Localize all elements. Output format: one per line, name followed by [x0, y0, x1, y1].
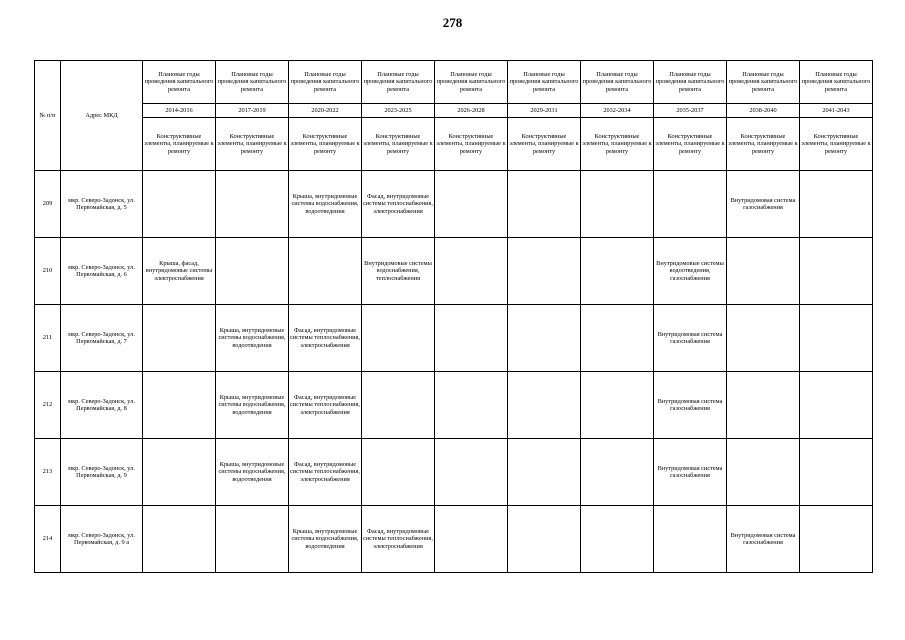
repair-elements-cell	[581, 439, 654, 506]
repair-elements-cell	[581, 506, 654, 573]
repair-elements-cell: Внутридомовая система газоснабжения	[727, 506, 800, 573]
header-elements-0: Конструктивные элементы, планируемые к ремонту	[143, 118, 216, 171]
repair-elements-cell	[508, 171, 581, 238]
repair-elements-cell	[435, 305, 508, 372]
repair-elements-cell: Фасад, внутридомовые системы теплоснабжения, электроснабжения	[289, 305, 362, 372]
header-year-range-8: 2038-2040	[727, 104, 800, 118]
repair-elements-cell	[508, 439, 581, 506]
row-address: мкр. Северо-Задонск, ул. Первомайская, д. 9	[61, 439, 143, 506]
repair-elements-cell	[435, 506, 508, 573]
row-address: мкр. Северо-Задонск, ул. Первомайская, д. 5	[61, 171, 143, 238]
repair-elements-cell: Внутридомовая система газоснабжения	[654, 305, 727, 372]
repair-elements-cell	[143, 506, 216, 573]
repair-elements-cell	[435, 439, 508, 506]
repair-elements-cell	[727, 439, 800, 506]
header-plan-years-0: Плановые годы проведения капитального ремонта	[143, 61, 216, 104]
repair-elements-cell	[581, 305, 654, 372]
header-plan-years-7: Плановые годы проведения капитального ремонта	[654, 61, 727, 104]
repair-elements-cell	[581, 238, 654, 305]
repair-elements-cell	[143, 305, 216, 372]
repair-elements-cell	[435, 171, 508, 238]
repair-elements-cell	[800, 506, 873, 573]
repair-elements-cell: Внутридомовая система газоснабжения	[654, 439, 727, 506]
header-plan-years-6: Плановые годы проведения капитального ремонта	[581, 61, 654, 104]
repair-elements-cell	[727, 372, 800, 439]
repair-elements-cell	[435, 372, 508, 439]
repair-elements-cell: Крыша, фасад, внутридомовые системы электроснабжения	[143, 238, 216, 305]
header-elements-4: Конструктивные элементы, планируемые к ремонту	[435, 118, 508, 171]
row-number: 210	[35, 238, 61, 305]
row-number: 214	[35, 506, 61, 573]
repair-elements-cell	[800, 439, 873, 506]
repair-elements-cell	[581, 372, 654, 439]
repair-elements-cell	[800, 171, 873, 238]
table-row	[35, 506, 873, 573]
header-plan-years-2: Плановые годы проведения капитального ремонта	[289, 61, 362, 104]
table-row	[35, 171, 873, 238]
header-elements-1: Конструктивные элементы, планируемые к ремонту	[216, 118, 289, 171]
header-plan-years-9: Плановые годы проведения капитального ремонта	[800, 61, 873, 104]
table-row	[35, 305, 873, 372]
header-plan-years-5: Плановые годы проведения капитального ремонта	[508, 61, 581, 104]
row-number: 211	[35, 305, 61, 372]
row-number: 212	[35, 372, 61, 439]
header-year-range-4: 2026-2028	[435, 104, 508, 118]
repair-elements-cell	[508, 372, 581, 439]
repair-elements-cell	[508, 506, 581, 573]
repair-elements-cell: Внутридомовые системы водоотведения, газоснабжения	[654, 238, 727, 305]
header-year-range-0: 2014-2016	[143, 104, 216, 118]
repair-elements-cell	[216, 506, 289, 573]
header-plan-years-3: Плановые годы проведения капитального ремонта	[362, 61, 435, 104]
repair-elements-cell	[654, 506, 727, 573]
repair-elements-cell: Фасад, внутридомовые системы теплоснабжения, электроснабжения	[362, 171, 435, 238]
repair-elements-cell: Крыша, внутридомовые системы водоснабжения, водоотведения	[289, 171, 362, 238]
repair-elements-cell	[800, 372, 873, 439]
header-year-range-3: 2023-2025	[362, 104, 435, 118]
repair-elements-cell: Крыша, внутридомовые системы водоснабжения, водоотведения	[216, 439, 289, 506]
header-plan-years-4: Плановые годы проведения капитального ремонта	[435, 61, 508, 104]
repair-elements-cell	[143, 171, 216, 238]
header-number: № п/п	[35, 61, 61, 171]
repair-elements-cell	[289, 238, 362, 305]
repair-elements-cell: Крыша, внутридомовые системы водоснабжения, водоотведения	[289, 506, 362, 573]
header-elements-6: Конструктивные элементы, планируемые к ремонту	[581, 118, 654, 171]
header-elements-3: Конструктивные элементы, планируемые к ремонту	[362, 118, 435, 171]
row-address: мкр. Северо-Задонск, ул. Первомайская, д. 7	[61, 305, 143, 372]
repair-elements-cell	[654, 171, 727, 238]
header-elements-9: Конструктивные элементы, планируемые к ремонту	[800, 118, 873, 171]
repair-elements-cell: Внутридомовые системы водоснабжения, теплоснабжения	[362, 238, 435, 305]
page-number: 278	[442, 15, 463, 30]
table-body	[35, 171, 873, 573]
repair-elements-cell	[143, 372, 216, 439]
repair-elements-cell	[800, 238, 873, 305]
repair-elements-cell	[800, 305, 873, 372]
header-elements-7: Конструктивные элементы, планируемые к ремонту	[654, 118, 727, 171]
row-address: мкр. Северо-Задонск, ул. Первомайская, д. 6	[61, 238, 143, 305]
table-row	[35, 439, 873, 506]
row-number: 209	[35, 171, 61, 238]
repair-elements-cell: Внутридомовая система газоснабжения	[727, 171, 800, 238]
repair-elements-cell	[143, 439, 216, 506]
header-elements-5: Конструктивные элементы, планируемые к ремонту	[508, 118, 581, 171]
repair-elements-cell	[362, 439, 435, 506]
repair-elements-cell	[581, 171, 654, 238]
header-year-range-7: 2035-2037	[654, 104, 727, 118]
repair-elements-cell	[435, 238, 508, 305]
repair-elements-cell: Фасад, внутридомовые системы теплоснабжения, электроснабжения	[362, 506, 435, 573]
header-plan-years-1: Плановые годы проведения капитального ремонта	[216, 61, 289, 104]
header-plan-years-8: Плановые годы проведения капитального ремонта	[727, 61, 800, 104]
table-row	[35, 372, 873, 439]
repair-elements-cell	[362, 305, 435, 372]
repair-elements-cell	[727, 305, 800, 372]
header-elements-2: Конструктивные элементы, планируемые к ремонту	[289, 118, 362, 171]
table-header	[35, 61, 873, 171]
header-year-range-5: 2029-2031	[508, 104, 581, 118]
repair-elements-cell: Крыша, внутридомовые системы водоснабжения, водоотведения	[216, 372, 289, 439]
repair-elements-cell	[362, 372, 435, 439]
repair-elements-cell	[508, 305, 581, 372]
table-row	[35, 238, 873, 305]
header-year-range-9: 2041-2043	[800, 104, 873, 118]
repair-elements-cell	[216, 171, 289, 238]
repair-schedule-table	[34, 60, 873, 573]
row-address: мкр. Северо-Задонск, ул. Первомайская, д. 8	[61, 372, 143, 439]
repair-elements-cell: Внутридомовая система газоснабжения	[654, 372, 727, 439]
header-year-range-6: 2032-2034	[581, 104, 654, 118]
header-address: Адрес МКД	[61, 61, 143, 171]
header-year-range-1: 2017-2019	[216, 104, 289, 118]
repair-elements-cell: Фасад, внутридомовые системы теплоснабжения, электроснабжения	[289, 439, 362, 506]
repair-elements-cell: Крыша, внутридомовые системы водоснабжения, водоотведения	[216, 305, 289, 372]
repair-elements-cell	[727, 238, 800, 305]
row-number: 213	[35, 439, 61, 506]
header-elements-8: Конструктивные элементы, планируемые к ремонту	[727, 118, 800, 171]
header-year-range-2: 2020-2022	[289, 104, 362, 118]
repair-elements-cell	[508, 238, 581, 305]
repair-elements-cell: Фасад, внутридомовые системы теплоснабжения, электроснабжения	[289, 372, 362, 439]
repair-elements-cell	[216, 238, 289, 305]
row-address: мкр. Северо-Задонск, ул. Первомайская, д. 9 а	[61, 506, 143, 573]
